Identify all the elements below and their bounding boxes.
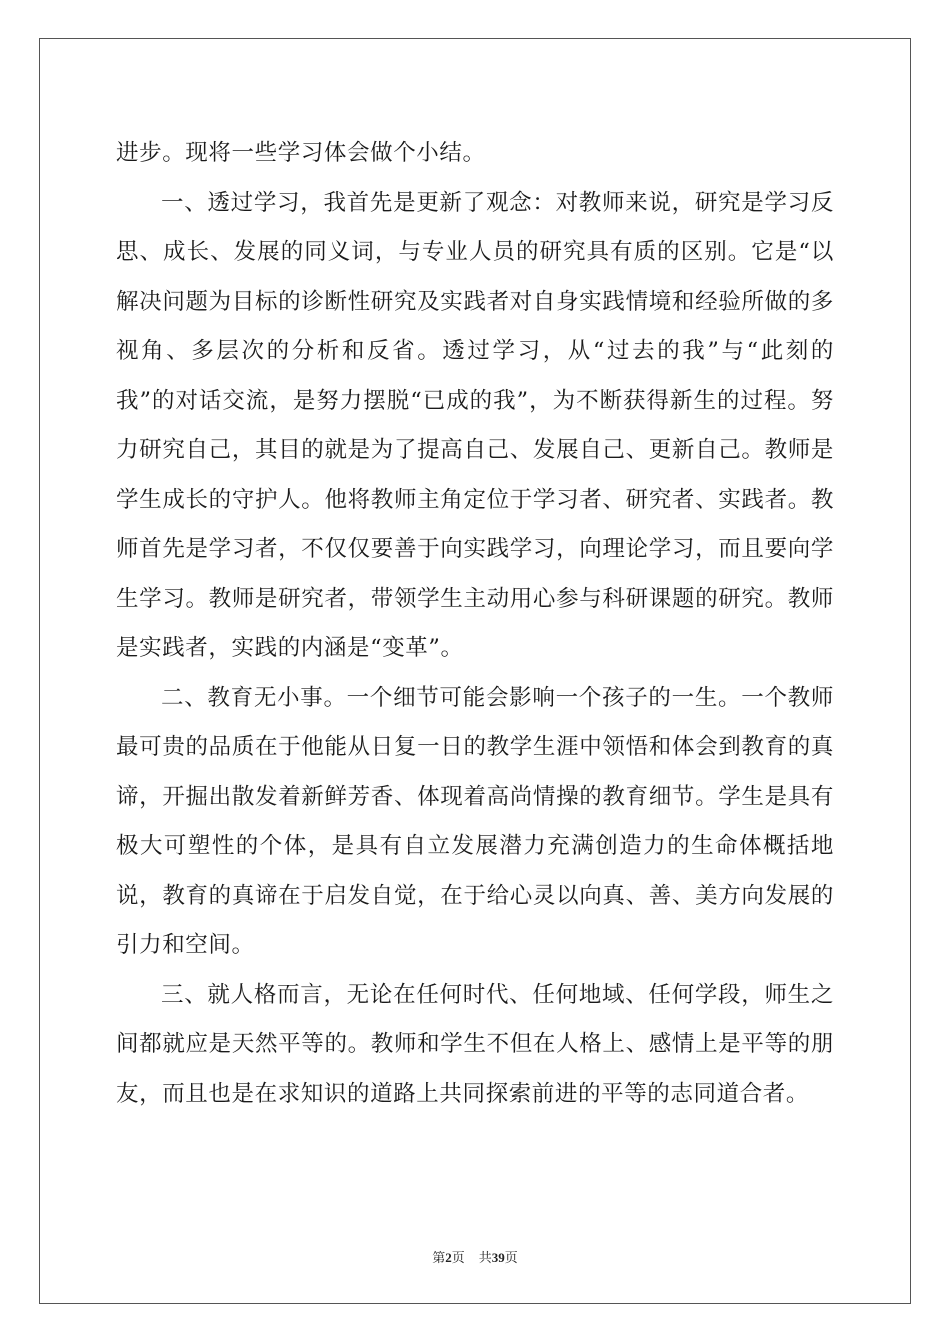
paragraph-continued: 进步。现将一些学习体会做个小结。 [116, 140, 486, 166]
total-pages: 39 [491, 1250, 505, 1265]
total-prefix: 共 [478, 1251, 492, 1266]
paragraph-section-two: 二、教育无小事。一个细节可能会影响一个孩子的一生。一个教师最可贵的品质在于他能从日复一日的教学生涯中领悟和体会到教育的真谛，开掘出散发着新鲜芳香、体现着高尚情操的教育细节。学生是具有极大可塑性的个体，是具有自立发展潜力充满创造力的生命体概括地说，教育的真谛在于启发自觉，在于给心灵以向真、善、美方向发展的引力和空间。 [116, 684, 834, 958]
page-footer [0, 1247, 950, 1266]
total-suffix: 页 [504, 1251, 518, 1266]
document-body [116, 129, 834, 1119]
page-prefix: 第 [432, 1251, 446, 1266]
page-number: 2 [445, 1250, 452, 1265]
page-suffix: 页 [451, 1251, 465, 1266]
paragraph-section-three: 三、就人格而言，无论在任何时代、任何地域、任何学段，师生之间都就应是天然平等的。教师和学生不但在人格上、感情上是平等的朋友，而且也是在求知识的道路上共同探索前进的平等的志同道合者。 [116, 981, 834, 1107]
paragraph-section-one: 一、透过学习，我首先是更新了观念：对教师来说，研究是学习反思、成长、发展的同义词，与专业人员的研究具有质的区别。它是“以解决问题为目标的诊断性研究及实践者对自身实践情境和经验所做的多视角、多层次的分析和反省。透过学习，从“过去的我”与“此刻的我”的对话交流，是努力摆脱“已成的我”，为不断获得新生的过程。努力研究自己，其目的就是为了提高自己、发展自己、更新自己。教师是学生成长的守护人。他将教师主角定位于学习者、研究者、实践者。教师首先是学习者，不仅仅要善于向实践学习，向理论学习，而且要向学生学习。教师是研究者，带领学生主动用心参与科研课题的研究。教师是实践者，实践的内涵是“变革”。 [116, 189, 834, 661]
